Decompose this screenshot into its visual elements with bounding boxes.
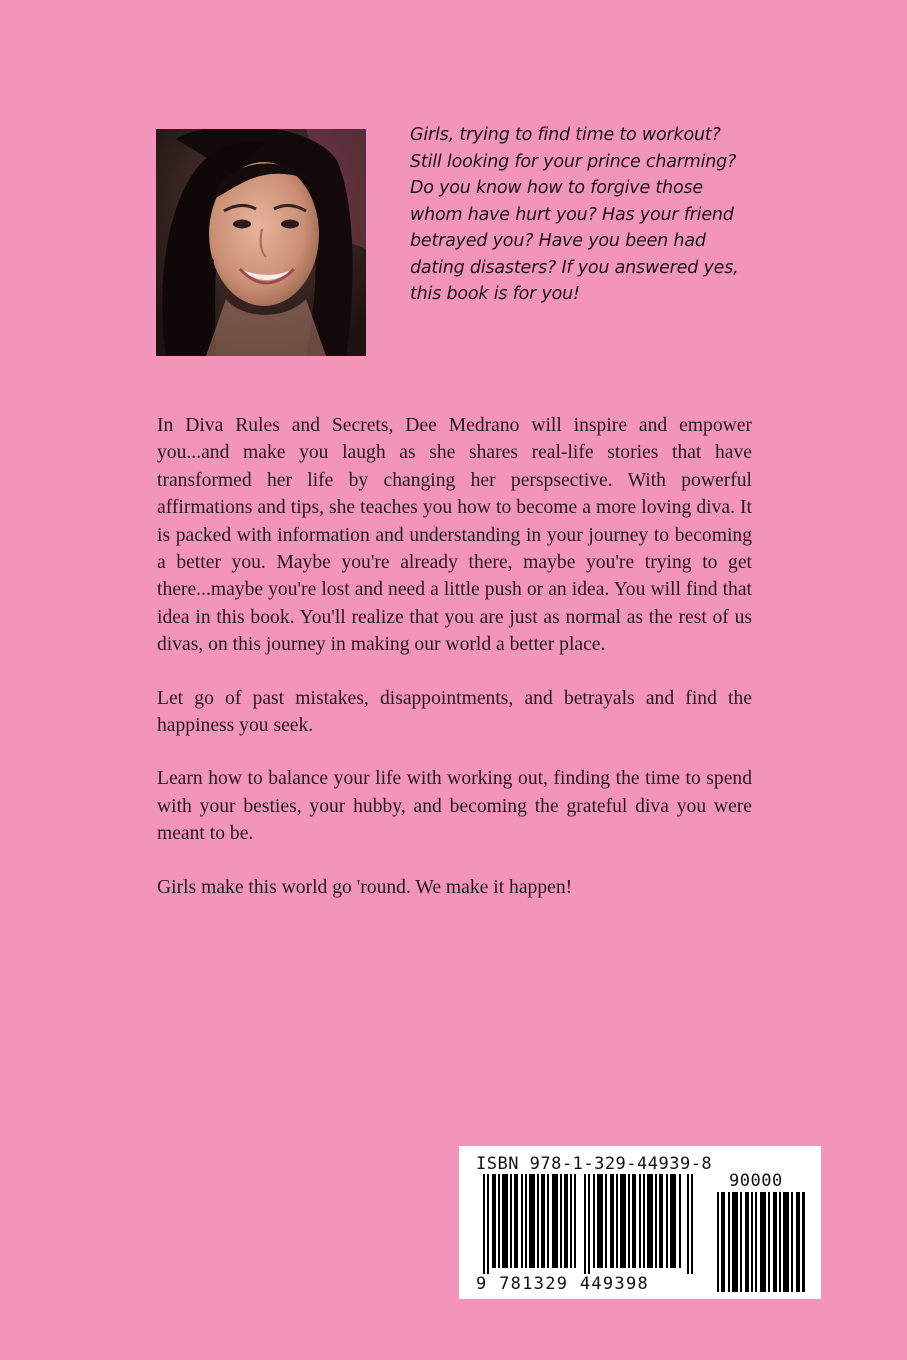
author-portrait-image [156,129,366,356]
isbn-label: ISBN 978-1-329-44939-8 [476,1154,713,1174]
price-code: 90000 [729,1171,783,1191]
price-barcode-bars-icon [717,1192,805,1292]
tagline-text: Girls, trying to find time to workout? Still looking for your prince charming? Do you know how to forgive those whom have hurt you? Has your friend betrayed you? Have you been had dating disasters? If you answered yes, this book is for you! [410,125,739,304]
description-paragraph: In Diva Rules and Secrets, Dee Medrano will inspire and empower you...and make you laugh as she shares real-life stories that have transformed her life by changing her perspsective. With powerful affirmations and tips, she teaches you how to become a more loving diva. It is packed with information and understanding in your journey to becoming a better you. Maybe you're already there, maybe you're trying to get there...maybe you're lost and need a little push or an idea. You will find that idea in this book. You'll realize that you are just as normal as the rest of us divas, on this journey in making our world a better place. [157,415,752,656]
author-photo [156,129,366,356]
description-paragraph: Learn how to balance your life with working out, finding the time to spend with your besties, your hubby, and becoming the grateful diva you were meant to be. [157,768,752,845]
barcode-digits: 9 781329 449398 [476,1274,650,1294]
isbn-barcode [459,1146,821,1299]
description-paragraph: Girls make this world go 'round. We make it happen! [157,876,573,898]
book-description [157,412,752,927]
barcode-bars-icon [483,1174,693,1274]
description-paragraph: Let go of past mistakes, disappointments, and betrayals and find the happiness you seek. [157,687,752,737]
